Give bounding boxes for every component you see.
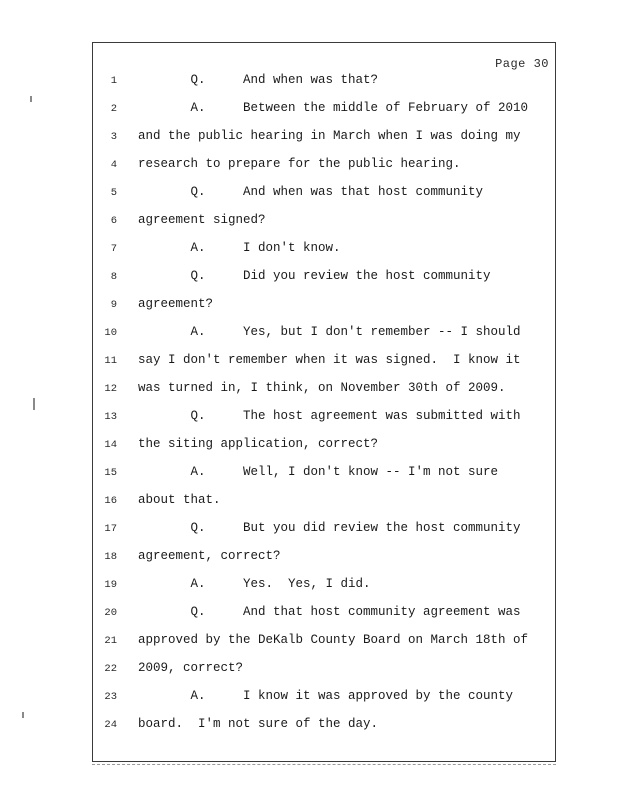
line-text: Q. And that host community agreement was bbox=[138, 605, 521, 619]
transcript-line bbox=[93, 577, 555, 597]
transcript-line bbox=[93, 129, 555, 149]
line-number: 10 bbox=[104, 327, 117, 339]
transcript-line bbox=[93, 353, 555, 373]
line-number: 15 bbox=[104, 467, 117, 479]
line-text: say I don't remember when it was signed. I know it bbox=[138, 353, 521, 367]
transcript-line bbox=[93, 521, 555, 541]
line-number: 14 bbox=[104, 439, 117, 451]
transcript-line bbox=[93, 73, 555, 93]
transcript-line bbox=[93, 213, 555, 233]
line-text: Q. And when was that? bbox=[138, 73, 379, 87]
line-text: and the public hearing in March when I was doing my bbox=[138, 129, 521, 143]
line-text: A. I know it was approved by the county bbox=[138, 689, 514, 703]
line-text: board. I'm not sure of the day. bbox=[138, 717, 379, 731]
line-text: Q. But you did review the host community bbox=[138, 521, 521, 535]
line-text: approved by the DeKalb County Board on March 18th of bbox=[138, 633, 529, 647]
transcript-line bbox=[93, 409, 555, 429]
line-text: Q. And when was that host community bbox=[138, 185, 484, 199]
transcript-line bbox=[93, 661, 555, 681]
transcript-page bbox=[92, 42, 556, 762]
line-number: 9 bbox=[110, 299, 117, 311]
transcript-line bbox=[93, 493, 555, 513]
line-number: 18 bbox=[104, 551, 117, 563]
transcript-line bbox=[93, 185, 555, 205]
line-number: 22 bbox=[104, 663, 117, 675]
line-text: A. Well, I don't know -- I'm not sure bbox=[138, 465, 499, 479]
line-text: Q. The host agreement was submitted with bbox=[138, 409, 521, 423]
line-number: 5 bbox=[110, 187, 117, 199]
line-text: Q. Did you review the host community bbox=[138, 269, 491, 283]
line-number: 21 bbox=[104, 635, 117, 647]
transcript-line bbox=[93, 269, 555, 289]
transcript-line bbox=[93, 689, 555, 709]
line-number: 13 bbox=[104, 411, 117, 423]
transcript-line bbox=[93, 633, 555, 653]
transcript-line bbox=[93, 465, 555, 485]
line-number: 6 bbox=[110, 215, 117, 227]
transcript-line bbox=[93, 241, 555, 261]
scan-speck bbox=[33, 398, 35, 410]
line-text: research to prepare for the public hearing. bbox=[138, 157, 461, 171]
page-bottom-rule bbox=[92, 764, 556, 765]
transcript-line bbox=[93, 101, 555, 121]
line-text: A. Yes. Yes, I did. bbox=[138, 577, 371, 591]
line-text: A. Between the middle of February of 2010 bbox=[138, 101, 529, 115]
transcript-line bbox=[93, 325, 555, 345]
line-text: 2009, correct? bbox=[138, 661, 244, 675]
line-number: 16 bbox=[104, 495, 117, 507]
line-text: the siting application, correct? bbox=[138, 437, 379, 451]
transcript-line bbox=[93, 605, 555, 625]
transcript-line bbox=[93, 297, 555, 317]
line-text: A. Yes, but I don't remember -- I should bbox=[138, 325, 521, 339]
line-number: 4 bbox=[110, 159, 117, 171]
line-text: agreement? bbox=[138, 297, 214, 311]
line-number: 11 bbox=[104, 355, 117, 367]
line-number: 8 bbox=[110, 271, 117, 283]
line-number: 24 bbox=[104, 719, 117, 731]
scan-speck bbox=[30, 96, 32, 102]
transcript-line bbox=[93, 157, 555, 177]
scan-speck bbox=[22, 712, 24, 718]
line-number: 23 bbox=[104, 691, 117, 703]
line-text: A. I don't know. bbox=[138, 241, 341, 255]
line-number: 2 bbox=[110, 103, 117, 115]
line-number: 20 bbox=[104, 607, 117, 619]
line-text: about that. bbox=[138, 493, 221, 507]
line-number: 3 bbox=[110, 131, 117, 143]
line-number: 1 bbox=[110, 75, 117, 87]
line-text: agreement, correct? bbox=[138, 549, 281, 563]
transcript-line bbox=[93, 549, 555, 569]
line-text: was turned in, I think, on November 30th of 2009. bbox=[138, 381, 506, 395]
transcript-line bbox=[93, 717, 555, 737]
line-number: 17 bbox=[104, 523, 117, 535]
line-text: agreement signed? bbox=[138, 213, 266, 227]
page-number: Page 30 bbox=[495, 57, 549, 71]
transcript-line bbox=[93, 437, 555, 457]
line-number: 7 bbox=[110, 243, 117, 255]
line-number: 19 bbox=[104, 579, 117, 591]
transcript-line bbox=[93, 381, 555, 401]
line-number: 12 bbox=[104, 383, 117, 395]
